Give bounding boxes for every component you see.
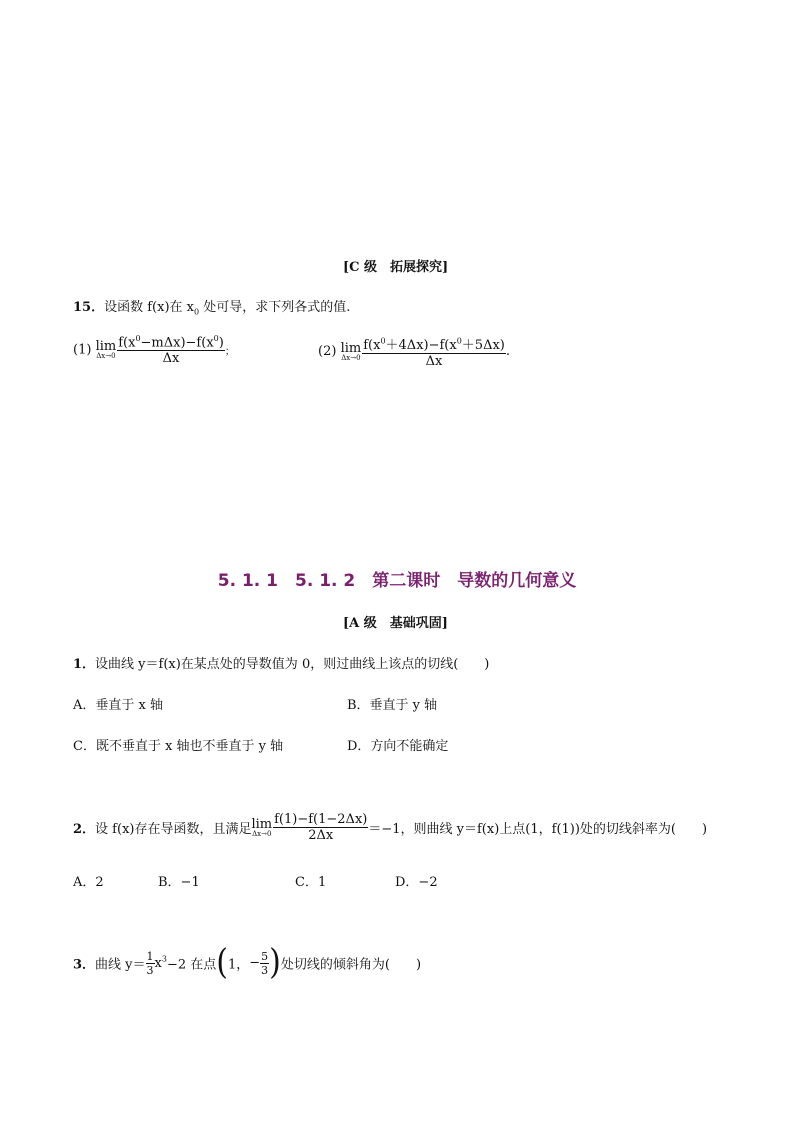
- lim-word: lim: [340, 340, 362, 356]
- fraction: [362, 334, 506, 369]
- option-a: A．2: [73, 875, 104, 890]
- question-15-stem: [73, 296, 350, 317]
- lim-subscript: Δx→0: [96, 352, 116, 361]
- lim-word: lim: [95, 339, 117, 355]
- question-text: 曲线 y＝: [95, 957, 146, 973]
- lim-subscript: Δx→0: [252, 829, 272, 838]
- option-a: A．垂直于 x 轴: [73, 698, 163, 713]
- question-text: ＝−1，则曲线 y＝f(x)上点(1，f(1))处的切线斜率为( ): [368, 822, 708, 837]
- numerator: 5: [261, 949, 269, 963]
- denominator: 3: [261, 963, 269, 977]
- limit-operator: [251, 818, 272, 838]
- part-end-punct: .: [505, 344, 511, 359]
- option-b: B．−1: [158, 875, 200, 890]
- fraction: [146, 950, 155, 977]
- limit-operator: [96, 340, 117, 360]
- variable: $x^3$: [154, 954, 167, 972]
- denominator: Δx: [162, 351, 180, 367]
- denominator: 2Δx: [308, 828, 334, 843]
- question-text: −2 在点: [166, 957, 217, 973]
- question-text: 设 f(x)存在导函数，且满足: [95, 822, 252, 837]
- question-2-stem: [73, 812, 707, 843]
- subscript: 0: [193, 307, 200, 317]
- part-label: (2): [318, 344, 337, 359]
- part-end-punct: ；: [224, 346, 235, 358]
- option-b: B．垂直于 y 轴: [347, 698, 438, 713]
- fraction: [260, 950, 269, 977]
- right-paren: ): [269, 942, 281, 983]
- question-3-stem: [73, 942, 422, 983]
- denominator: 3: [146, 963, 154, 977]
- question-number: 1．: [73, 657, 96, 672]
- question-15-part-1: [73, 334, 235, 366]
- option-d: D．方向不能确定: [347, 739, 449, 754]
- question-text: 设函数 f(x)在 x: [104, 300, 194, 315]
- option-c: C．既不垂直于 x 轴也不垂直于 y 轴: [73, 739, 284, 754]
- question-number: 15．: [73, 300, 105, 315]
- fraction: [117, 334, 225, 366]
- section-a-heading: [A 级 基础巩固]: [343, 616, 448, 631]
- question-15-part-2: [318, 334, 510, 369]
- option-c: C．1: [295, 875, 327, 890]
- left-paren: (: [216, 942, 228, 983]
- point-coordinate: 1，: [227, 957, 250, 973]
- question-number: 2．: [73, 822, 96, 837]
- lim-word: lim: [251, 816, 273, 832]
- question-1-stem: [73, 653, 489, 672]
- lim-subscript: Δx→0: [341, 353, 361, 362]
- question-text: 处切线的倾斜角为( ): [280, 957, 422, 973]
- question-text: 设曲线 y＝f(x)在某点处的导数值为 0，则过曲线上该点的切线( ): [95, 657, 490, 672]
- part-label: (1): [73, 342, 92, 358]
- numerator: $f(x^0-m\Delta x)-f(x^0)$: [118, 334, 224, 351]
- limit-operator: [341, 342, 362, 362]
- option-d: D．−2: [395, 875, 438, 890]
- minus-sign: −: [249, 955, 261, 971]
- lesson-title: 5. 1. 1 5. 1. 2 第二课时 导数的几何意义: [217, 571, 577, 591]
- denominator: Δx: [425, 354, 443, 369]
- question-text: 处可导，求下列各式的值.: [199, 300, 351, 315]
- question-number: 3．: [73, 957, 96, 973]
- fraction: [273, 812, 368, 843]
- numerator: $f(x^0+4\Delta x)-f(x^0+5\Delta x)$: [362, 334, 506, 354]
- numerator: f(1)−f(1−2Δx): [274, 812, 368, 827]
- section-c-heading: [C 级 拓展探究]: [343, 260, 449, 275]
- numerator: 1: [146, 949, 154, 963]
